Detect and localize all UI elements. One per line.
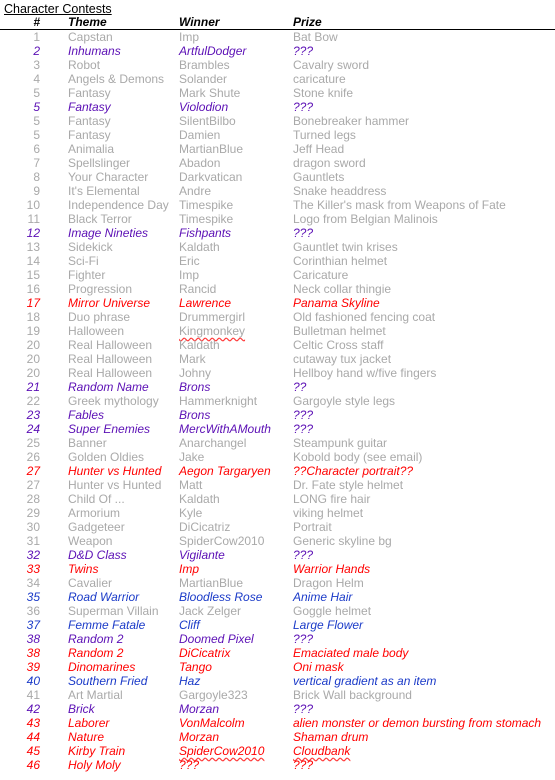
cell-prize: dragon sword xyxy=(293,156,366,170)
cell-num: 39 xyxy=(26,660,40,674)
cell-theme: Twins xyxy=(68,562,99,576)
cell-num: 17 xyxy=(26,296,40,310)
cell-theme: Femme Fatale xyxy=(68,618,146,632)
table-row xyxy=(0,198,555,212)
table-row xyxy=(0,758,555,772)
cell-prize: Hellboy hand w/five fingers xyxy=(293,366,437,380)
cell-winner: Imp xyxy=(179,30,200,44)
table-row xyxy=(0,702,555,716)
cell-num: 19 xyxy=(26,324,40,338)
cell-winner: Kaldath xyxy=(179,492,220,506)
cell-theme: Fighter xyxy=(68,268,106,282)
cell-prize: ??? xyxy=(293,702,314,716)
cell-theme: Mirror Universe xyxy=(68,296,151,310)
cell-winner: Imp xyxy=(179,268,200,282)
table-row xyxy=(0,30,555,45)
cell-prize: Corinthian helmet xyxy=(293,254,388,268)
cell-theme: Real Halloween xyxy=(68,352,153,366)
cell-num: 16 xyxy=(26,282,40,296)
cell-prize: Warrior Hands xyxy=(293,562,371,576)
cell-winner: Lawrence xyxy=(179,296,232,310)
table-row xyxy=(0,366,555,380)
cell-winner: Morzan xyxy=(179,702,220,716)
cell-theme: Gadgeteer xyxy=(68,520,125,534)
cell-prize: Dr. Fate style helmet xyxy=(293,478,404,492)
cell-prize: Emaciated male body xyxy=(293,646,409,660)
cell-num: 23 xyxy=(26,408,40,422)
table-row xyxy=(0,254,555,268)
cell-winner: Timespike xyxy=(179,212,234,226)
table-row xyxy=(0,44,555,58)
table-row xyxy=(0,646,555,660)
cell-winner xyxy=(157,744,271,758)
cell-num: 31 xyxy=(26,534,40,548)
cell-theme: Robot xyxy=(68,58,101,72)
cell-winner: ArtfulDodger xyxy=(179,44,247,58)
cell-winner: Abadon xyxy=(179,156,221,170)
cell-winner: Cliff xyxy=(179,618,200,632)
cell-winner: Morzan xyxy=(179,730,220,744)
cell-theme: Art Martial xyxy=(68,688,123,702)
cell-prize: The Killer's mask from Weapons of Fate xyxy=(293,198,506,212)
cell-prize: Kobold body (see email) xyxy=(293,450,423,464)
cell-prize: alien monster or demon bursting from stomach xyxy=(293,716,542,730)
cell-num: 3 xyxy=(33,58,40,72)
cell-num: 5 xyxy=(33,86,40,100)
cell-prize: Gauntlets xyxy=(293,170,345,184)
cell-num: 40 xyxy=(26,674,40,688)
cell-prize: Bulletman helmet xyxy=(293,324,386,338)
header-row xyxy=(0,16,555,30)
cell-prize: Bat Bow xyxy=(293,30,338,44)
table-row xyxy=(0,380,555,394)
cell-num: 6 xyxy=(33,142,40,156)
table-row xyxy=(0,576,555,590)
table-row xyxy=(0,296,555,310)
cell-winner: Jack Zelger xyxy=(179,604,242,618)
cell-num: 22 xyxy=(26,394,40,408)
cell-winner: MartianBlue xyxy=(179,576,244,590)
header-num: # xyxy=(0,16,46,30)
cell-num: 1 xyxy=(33,30,40,44)
cell-prize: ?? xyxy=(293,380,307,394)
cell-winner: Hammerknight xyxy=(179,394,258,408)
cell-winner: Drummergirl xyxy=(179,310,245,324)
cell-winner: Johny xyxy=(179,366,212,380)
cell-theme: Sci-Fi xyxy=(68,254,99,268)
cell-theme: Your Character xyxy=(68,170,149,184)
table-row xyxy=(0,72,555,86)
cell-winner: Brons xyxy=(179,380,211,394)
cell-theme: Fantasy xyxy=(68,86,111,100)
cell-num: 5 xyxy=(33,100,40,114)
table-row xyxy=(0,324,555,338)
cell-theme: Nature xyxy=(68,730,105,744)
table-row xyxy=(0,520,555,534)
cell-theme: D&D Class xyxy=(68,548,127,562)
spellcheck-text: SpiderCow2010 xyxy=(179,744,265,758)
cell-winner: Eric xyxy=(179,254,200,268)
cell-num: 43 xyxy=(26,716,40,730)
cell-prize: Old fashioned fencing coat xyxy=(293,310,436,324)
cell-num: 44 xyxy=(26,730,40,744)
cell-winner: Bloodless Rose xyxy=(179,590,263,604)
cell-num: 32 xyxy=(26,548,40,562)
cell-theme: Duo phrase xyxy=(68,310,131,324)
table-row xyxy=(0,282,555,296)
cell-winner: Tango xyxy=(179,660,212,674)
cell-winner: Doomed Pixel xyxy=(179,632,254,646)
cell-theme: Image Nineties xyxy=(68,226,149,240)
cell-theme: Golden Oldies xyxy=(68,450,145,464)
header-theme: Theme xyxy=(46,16,157,30)
cell-theme: Road Warrior xyxy=(68,590,140,604)
cell-num: 27 xyxy=(26,464,40,478)
cell-num: 30 xyxy=(26,520,40,534)
cell-winner: Rancid xyxy=(179,282,217,296)
cell-theme: Independence Day xyxy=(68,198,169,212)
cell-num: 20 xyxy=(26,352,40,366)
table-row xyxy=(0,674,555,688)
cell-num: 34 xyxy=(26,576,40,590)
cell-prize: Bonebreaker hammer xyxy=(293,114,410,128)
cell-num: 26 xyxy=(26,450,40,464)
cell-winner: Damien xyxy=(179,128,221,142)
cell-theme: Fantasy xyxy=(68,114,111,128)
table-row xyxy=(0,86,555,100)
cell-prize: ??Character portrait?? xyxy=(293,464,414,478)
cell-prize: Snake headdress xyxy=(293,184,387,198)
table-row xyxy=(0,156,555,170)
cell-prize: Oni mask xyxy=(293,660,344,674)
cell-winner: Kyle xyxy=(179,506,203,520)
table-row xyxy=(0,506,555,520)
cell-prize: ??? xyxy=(293,758,314,772)
table-row xyxy=(0,170,555,184)
table-row xyxy=(0,408,555,422)
table-row xyxy=(0,618,555,632)
cell-num: 4 xyxy=(33,72,40,86)
cell-winner: Anarchangel xyxy=(179,436,247,450)
table-row xyxy=(0,590,555,604)
cell-prize: Caricature xyxy=(293,268,349,282)
cell-winner: Jake xyxy=(179,450,205,464)
cell-prize: ??? xyxy=(293,408,314,422)
cell-prize: Anime Hair xyxy=(293,590,353,604)
cell-num: 8 xyxy=(33,170,40,184)
cell-prize: vertical gradient as an item xyxy=(293,674,437,688)
cell-num: 5 xyxy=(33,128,40,142)
cell-num: 10 xyxy=(26,198,40,212)
cell-num: 25 xyxy=(26,436,40,450)
cell-prize: Shaman drum xyxy=(293,730,369,744)
cell-theme: Spellslinger xyxy=(68,156,131,170)
table-row xyxy=(0,436,555,450)
table-row xyxy=(0,128,555,142)
cell-prize: Celtic Cross staff xyxy=(293,338,384,352)
cell-prize: Turned legs xyxy=(293,128,356,142)
cell-winner: Gargoyle323 xyxy=(179,688,248,702)
cell-theme: Hunter vs Hunted xyxy=(68,478,162,492)
cell-num: 45 xyxy=(26,744,40,758)
cell-winner: VonMalcolm xyxy=(179,716,245,730)
cell-winner: Brons xyxy=(179,408,211,422)
table-row xyxy=(0,352,555,366)
cell-prize: Cavalry sword xyxy=(293,58,370,72)
spellcheck-text: Kingmonkey xyxy=(179,324,246,338)
cell-prize: ??? xyxy=(293,100,314,114)
cell-theme: Real Halloween xyxy=(68,338,153,352)
cell-num: 18 xyxy=(26,310,40,324)
cell-winner: Mark xyxy=(179,352,206,366)
cell-num: 20 xyxy=(26,366,40,380)
cell-theme: Progression xyxy=(68,282,133,296)
table-row xyxy=(0,744,555,758)
cell-prize: caricature xyxy=(293,72,346,86)
cell-prize: Portrait xyxy=(293,520,332,534)
cell-winner: Fishpants xyxy=(179,226,232,240)
cell-num: 27 xyxy=(26,478,40,492)
cell-winner: DiCicatrix xyxy=(179,646,231,660)
cell-winner: Matt xyxy=(179,478,203,492)
cell-winner: Imp xyxy=(179,562,200,576)
table-row xyxy=(0,100,555,114)
cell-num: 20 xyxy=(26,338,40,352)
cell-winner: Solander xyxy=(179,72,228,86)
cell-prize: Jeff Head xyxy=(293,142,345,156)
cell-prize: Brick Wall background xyxy=(293,688,412,702)
cell-prize xyxy=(271,744,555,758)
cell-prize: Stone knife xyxy=(293,86,354,100)
cell-prize: Large Flower xyxy=(293,618,364,632)
cell-theme: Banner xyxy=(68,436,107,450)
cell-winner: SpiderCow2010 xyxy=(179,534,265,548)
table-row xyxy=(0,716,555,730)
cell-winner: ??? xyxy=(179,758,200,772)
table-row xyxy=(0,562,555,576)
table-row xyxy=(0,240,555,254)
cell-num: 29 xyxy=(26,506,40,520)
cell-num: 5 xyxy=(33,114,40,128)
cell-num: 33 xyxy=(26,562,40,576)
cell-winner: DiCicatriz xyxy=(179,520,231,534)
cell-num: 41 xyxy=(26,688,40,702)
cell-num: 42 xyxy=(26,702,40,716)
cell-theme: Angels & Demons xyxy=(68,72,165,86)
cell-theme: Random 2 xyxy=(68,646,124,660)
cell-num: 9 xyxy=(33,184,40,198)
cell-prize: Generic skyline bg xyxy=(293,534,392,548)
table-row xyxy=(0,730,555,744)
cell-theme: Child Of ... xyxy=(68,492,125,506)
table-row xyxy=(0,114,555,128)
cell-prize: Panama Skyline xyxy=(293,296,380,310)
cell-num: 36 xyxy=(26,604,40,618)
table-row xyxy=(0,660,555,674)
cell-winner: Andre xyxy=(179,184,212,198)
cell-theme: Fables xyxy=(68,408,105,422)
table-row xyxy=(0,58,555,72)
cell-winner xyxy=(157,324,271,338)
header-winner: Winner xyxy=(157,16,271,30)
cell-theme: Holy Moly xyxy=(68,758,121,772)
cell-theme: Armorium xyxy=(68,506,121,520)
spellcheck-text: Cloudbank xyxy=(293,744,351,758)
cell-winner: Brambles xyxy=(179,58,230,72)
cell-winner: Kaldath xyxy=(179,338,220,352)
cell-theme: It's Elemental xyxy=(68,184,140,198)
cell-theme: Inhumans xyxy=(68,44,121,58)
cell-theme: Greek mythology xyxy=(68,394,159,408)
cell-theme: Southern Fried xyxy=(68,674,148,688)
cell-num: 21 xyxy=(26,380,40,394)
table-row xyxy=(0,632,555,646)
cell-num: 13 xyxy=(26,240,40,254)
cell-prize: Goggle helmet xyxy=(293,604,372,618)
cell-prize: LONG fire hair xyxy=(293,492,371,506)
cell-winner: Aegon Targaryen xyxy=(179,464,271,478)
cell-theme: Brick xyxy=(68,702,95,716)
table-row xyxy=(0,492,555,506)
cell-prize: ??? xyxy=(293,422,314,436)
cell-theme: Kirby Train xyxy=(68,744,126,758)
table-row xyxy=(0,548,555,562)
cell-theme: Halloween xyxy=(68,324,125,338)
cell-theme: Random 2 xyxy=(68,632,124,646)
cell-num: 12 xyxy=(26,226,40,240)
cell-prize: ??? xyxy=(293,226,314,240)
cell-winner: Violodion xyxy=(179,100,229,114)
cell-prize: Logo from Belgian Malinois xyxy=(293,212,438,226)
cell-theme: Dinomarines xyxy=(68,660,136,674)
cell-winner: SilentBilbo xyxy=(179,114,236,128)
cell-prize: ??? xyxy=(293,548,314,562)
table-row xyxy=(0,310,555,324)
cell-theme: Animalia xyxy=(68,142,115,156)
table-row xyxy=(0,394,555,408)
table-row xyxy=(0,688,555,702)
cell-num: 24 xyxy=(26,422,40,436)
cell-num: 14 xyxy=(26,254,40,268)
cell-num: 46 xyxy=(26,758,40,772)
table-row xyxy=(0,604,555,618)
cell-theme: Fantasy xyxy=(68,100,111,114)
table-body xyxy=(0,30,555,773)
cell-prize: viking helmet xyxy=(293,506,364,520)
cell-num: 35 xyxy=(26,590,40,604)
table-row xyxy=(0,450,555,464)
table-row xyxy=(0,142,555,156)
table-row xyxy=(0,478,555,492)
cell-theme: Random Name xyxy=(68,380,149,394)
cell-winner: MartianBlue xyxy=(179,142,244,156)
cell-theme: Laborer xyxy=(68,716,110,730)
cell-theme: Black Terror xyxy=(68,212,132,226)
cell-theme: Fantasy xyxy=(68,128,111,142)
cell-prize: Gauntlet twin krises xyxy=(293,240,398,254)
table-row xyxy=(0,212,555,226)
cell-num: 28 xyxy=(26,492,40,506)
table-row xyxy=(0,338,555,352)
cell-theme: Capstan xyxy=(68,30,113,44)
cell-num: 37 xyxy=(26,618,40,632)
cell-winner: Haz xyxy=(179,674,201,688)
cell-winner: Timespike xyxy=(179,198,234,212)
cell-winner: Mark Shute xyxy=(179,86,241,100)
cell-prize: Neck collar thingie xyxy=(293,282,392,296)
cell-num: 15 xyxy=(26,268,40,282)
cell-num: 11 xyxy=(27,212,40,226)
cell-prize: Dragon Helm xyxy=(293,576,364,590)
cell-theme: Weapon xyxy=(68,534,113,548)
cell-theme: Superman Villain xyxy=(68,604,159,618)
table-row xyxy=(0,464,555,478)
contests-table xyxy=(0,16,555,772)
cell-prize: ??? xyxy=(293,44,314,58)
cell-prize: cutaway tux jacket xyxy=(293,352,392,366)
cell-theme: Super Enemies xyxy=(68,422,151,436)
cell-prize: Gargoyle style legs xyxy=(293,394,396,408)
cell-theme: Sidekick xyxy=(68,240,113,254)
table-row xyxy=(0,184,555,198)
cell-theme: Hunter vs Hunted xyxy=(68,464,162,478)
table-row xyxy=(0,268,555,282)
table-row xyxy=(0,226,555,240)
cell-winner: Darkvatican xyxy=(179,170,243,184)
cell-num: 7 xyxy=(33,156,40,170)
table-row xyxy=(0,534,555,548)
header-prize: Prize xyxy=(271,16,555,30)
cell-theme: Real Halloween xyxy=(68,366,153,380)
cell-num: 38 xyxy=(26,646,40,660)
cell-winner: MercWithAMouth xyxy=(179,422,271,436)
cell-winner: Kaldath xyxy=(179,240,220,254)
page-title: Character Contests xyxy=(4,2,112,16)
table-row xyxy=(0,422,555,436)
cell-num: 2 xyxy=(33,44,40,58)
cell-winner: Vigilante xyxy=(179,548,225,562)
cell-prize: Steampunk guitar xyxy=(293,436,388,450)
cell-prize: ??? xyxy=(293,632,314,646)
cell-num: 38 xyxy=(26,632,40,646)
cell-theme: Cavalier xyxy=(68,576,113,590)
